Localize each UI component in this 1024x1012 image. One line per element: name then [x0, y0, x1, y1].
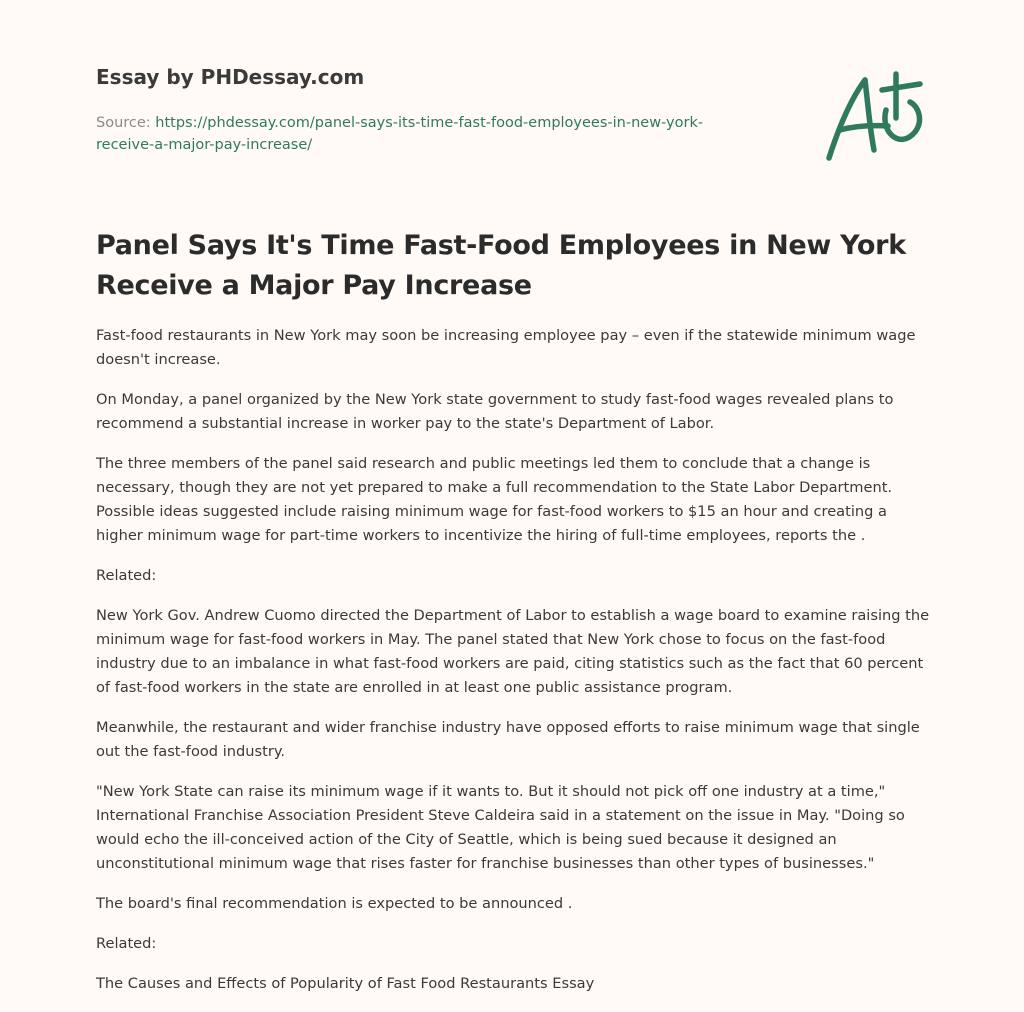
page-header: [96, 62, 796, 156]
paragraph: On Monday, a panel organized by the New York state government to study fast-food wages revealed plans to recommend a substantial increase in worker pay to the state's Department of Labor.: [96, 391, 894, 432]
source-link-line1: https://phdessay.com/panel-says-its-time-fast-food-employees-in-new-york-: [155, 115, 704, 131]
paragraph: The three members of the panel said research and public meetings led them to conclude that a change is necessary, though they are not yet prepared to make a full recommendation to the State Labor Department. Possible ideas suggested include raising minimum wage for fast-food workers to $15 an hour and creating a higher minimum wage for part-time workers to incentivize the hiring of full-time employees, reports the .: [96, 455, 893, 544]
paragraph: Fast-food restaurants in New York may soon be increasing employee pay – even if the statewide minimum wage doesn't increase.: [96, 327, 916, 368]
source-label: Source:: [96, 115, 151, 131]
article-body: [96, 324, 932, 1012]
paragraph: "New York State can raise its minimum wage if it wants to. But it should not pick off one industry at a time," International Franchise Association President Steve Caldeira said in a statement on the issue in May. "Doing so would echo the ill-conceived action of the City of Seattle, which is being sued because it designed an unconstitutional minimum wage that rises faster for franchise businesses than other types of businesses.": [96, 783, 905, 872]
related-essay-link[interactable]: The Causes and Effects of Popularity of Fast Food Restaurants Essay: [96, 975, 595, 992]
a-plus-logo-icon: [820, 70, 930, 165]
related-label: Related:: [96, 935, 157, 952]
related-label: Related:: [96, 567, 157, 584]
source-line: [96, 112, 796, 156]
source-link-line2: receive-a-major-pay-increase/: [96, 137, 313, 153]
paragraph: Meanwhile, the restaurant and wider franchise industry have opposed efforts to raise minimum wage that single out the fast-food industry.: [96, 719, 920, 760]
paragraph: The board's final recommendation is expected to be announced .: [96, 895, 573, 912]
site-brand: Essay by PHDessay.com: [96, 65, 365, 89]
paragraph: New York Gov. Andrew Cuomo directed the Department of Labor to establish a wage board to examine raising the minimum wage for fast-food workers in May. The panel stated that New York chose to focus on the fast-food industry due to an imbalance in what fast-food workers are paid, citing statistics such as the fact that 60 percent of fast-food workers in the state are enrolled in at least one public assistance program.: [96, 607, 930, 696]
source-link[interactable]: [96, 115, 703, 153]
article-title: Panel Says It's Time Fast-Food Employees in New York Receive a Major Pay Increase: [96, 230, 906, 301]
